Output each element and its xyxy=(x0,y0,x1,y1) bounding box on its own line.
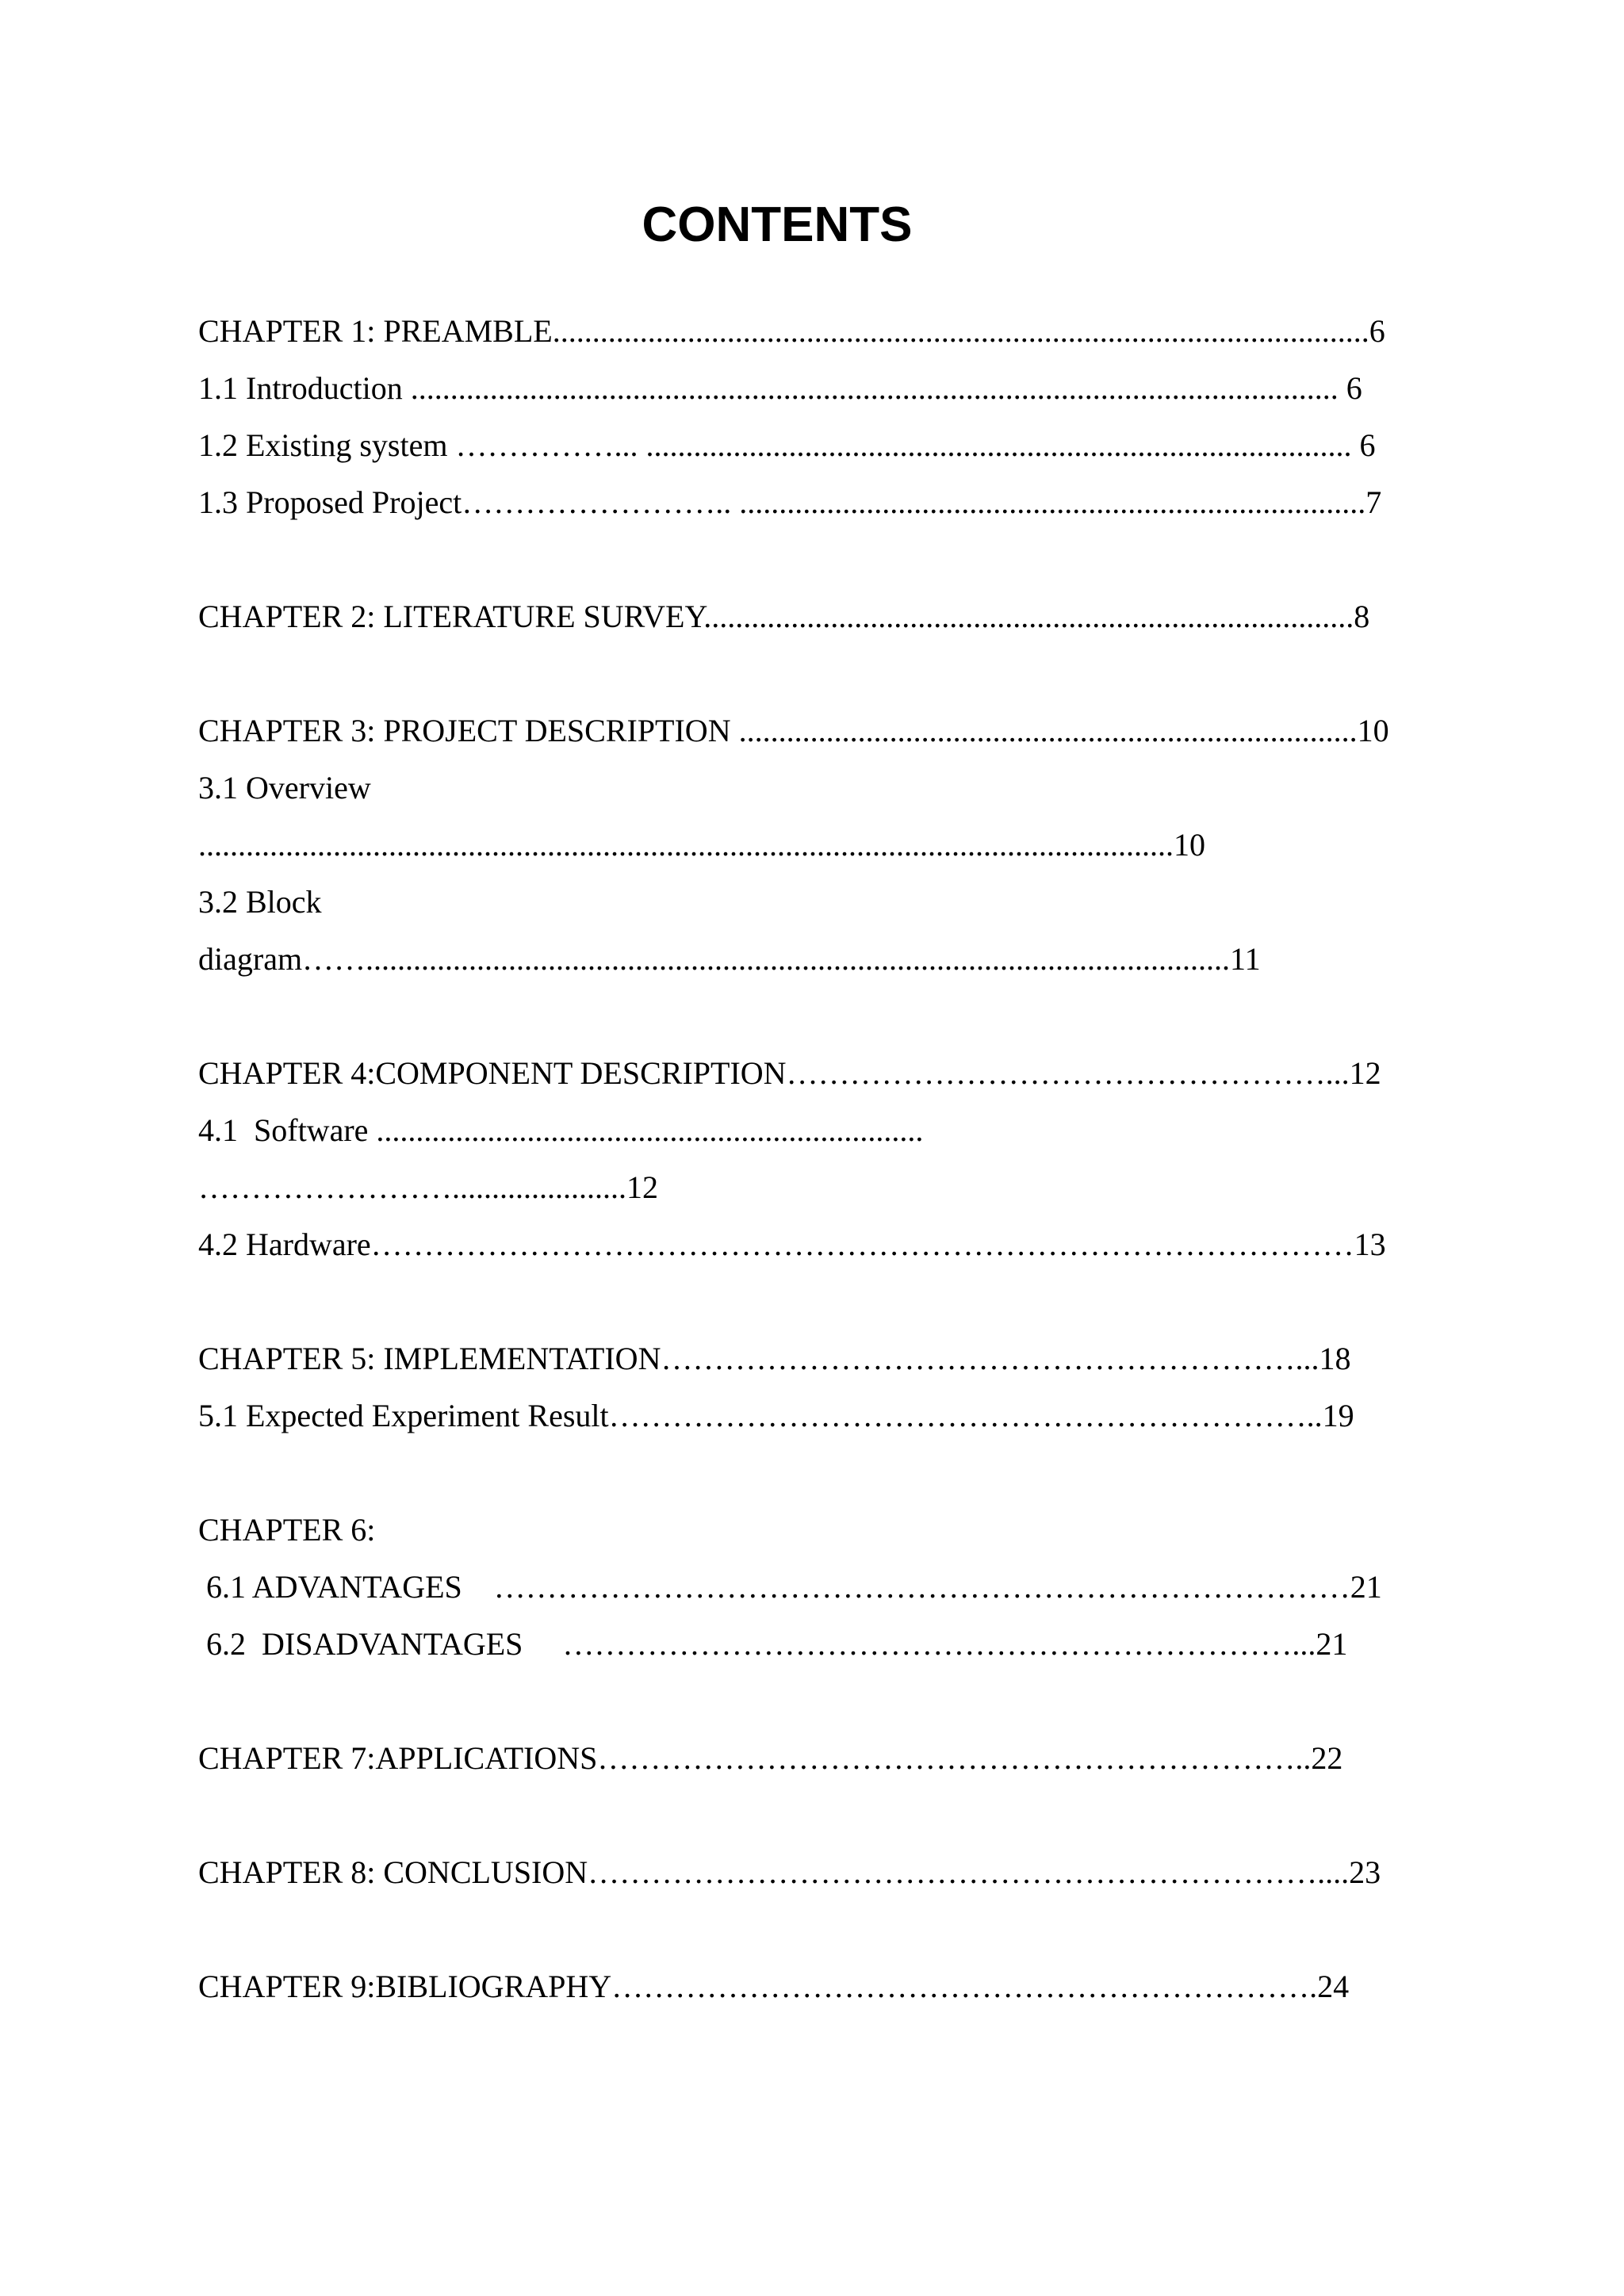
toc-section-6-2: 6.2 DISADVANTAGES ……………………………………………………………...21 xyxy=(198,1626,1348,1662)
toc-chapter-5: CHAPTER 5: IMPLEMENTATION……………………………………………………...18 xyxy=(198,1341,1351,1376)
toc-chapter-6: CHAPTER 6: xyxy=(198,1512,376,1548)
toc-chapter-3: CHAPTER 3: PROJECT DESCRIPTION ..............................................................................10 xyxy=(198,713,1389,748)
toc-section-4-1: 4.1 Software ..................................................................... xyxy=(198,1112,924,1148)
toc-section-3-1: 3.1 Overview xyxy=(198,770,371,806)
toc-section-4-2: 4.2 Hardware…………………………………………………………………………………13 xyxy=(198,1226,1386,1262)
toc-section-1-2: 1.2 Existing system ……………... ......................................................................................... 6 xyxy=(198,427,1376,463)
toc-chapter-7: CHAPTER 7:APPLICATIONS…………………………………………………………..22 xyxy=(198,1740,1343,1776)
page-title: CONTENTS xyxy=(642,197,913,252)
toc-section-6-1: 6.1 ADVANTAGES ………………………………………………………………………21 xyxy=(198,1569,1382,1605)
toc-section-3-2-leader: diagram…….............................................................................................................11 xyxy=(198,941,1261,977)
toc-chapter-1: CHAPTER 1: PREAMBLE.......................................................................................................6 xyxy=(198,313,1385,349)
toc-chapter-8: CHAPTER 8: CONCLUSION……………………………………………………………....23 xyxy=(198,1854,1381,1890)
toc-chapter-2: CHAPTER 2: LITERATURE SURVEY..................................................................................8 xyxy=(198,599,1370,634)
toc-section-1-1: 1.1 Introduction ..................................................................................................................... 6 xyxy=(198,370,1362,406)
toc-section-1-3: 1.3 Proposed Project…………………….. ...............................................................................7 xyxy=(198,484,1382,520)
toc-chapter-4: CHAPTER 4:COMPONENT DESCRIPTION……………………………………………...12 xyxy=(198,1055,1381,1091)
toc-section-3-1-leader: ...........................................................................................................................10 xyxy=(198,827,1205,863)
toc-section-3-2: 3.2 Block xyxy=(198,884,322,920)
toc-section-4-1-leader: ……………………......................12 xyxy=(198,1169,658,1205)
toc-chapter-9: CHAPTER 9:BIBLIOGRAPHY………………………………………………………….24 xyxy=(198,1969,1350,2004)
toc-section-5-1: 5.1 Expected Experiment Result…………………………………………………………..19 xyxy=(198,1398,1354,1433)
